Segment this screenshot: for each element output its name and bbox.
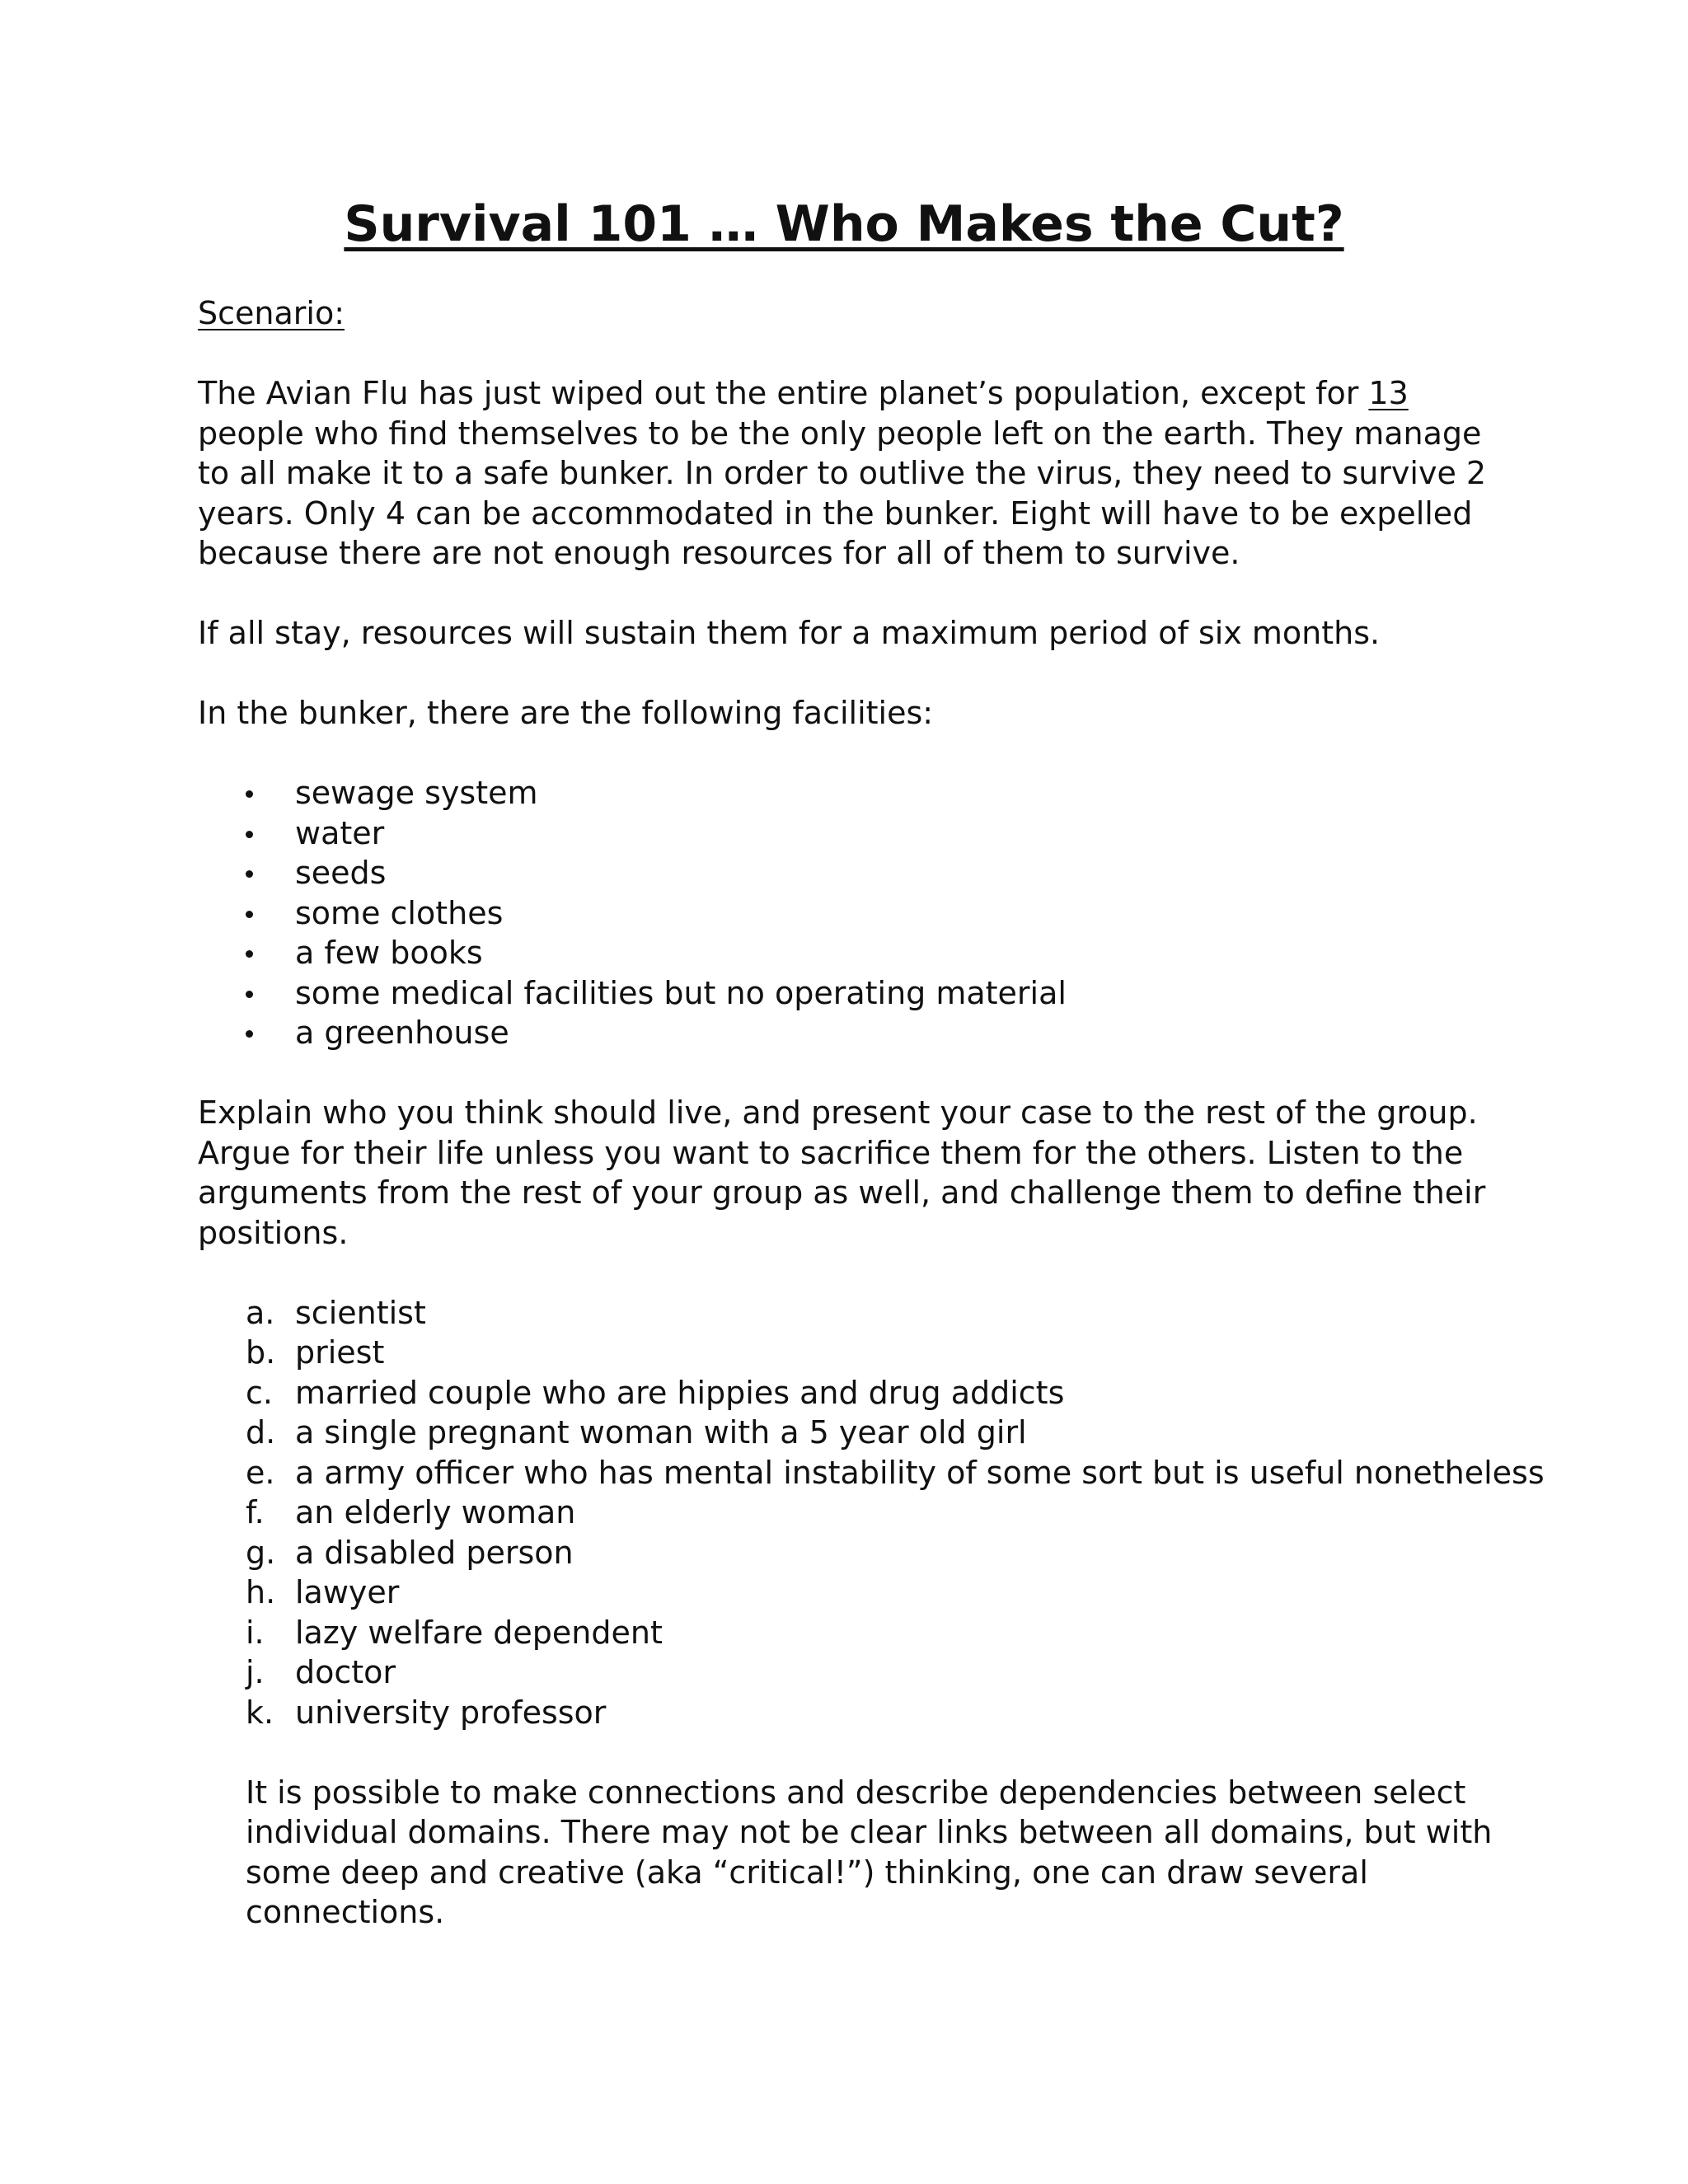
person-text: an elderly woman bbox=[295, 1494, 576, 1530]
list-item bbox=[198, 1493, 1500, 1533]
people-list bbox=[198, 1293, 1545, 1733]
item-letter: d. bbox=[246, 1414, 276, 1451]
facility-text: a few books bbox=[295, 935, 483, 971]
resources-paragraph: If all stay, resources will sustain them for a maximum period of six months. bbox=[198, 615, 1381, 651]
scenario-label-text: Scenario: bbox=[198, 295, 345, 331]
list-item bbox=[198, 1572, 1500, 1613]
list-item bbox=[198, 1453, 1545, 1493]
person-text: priest bbox=[295, 1334, 385, 1371]
spacer bbox=[198, 574, 1500, 614]
intro-paragraph bbox=[198, 373, 1500, 574]
item-letter: h. bbox=[246, 1574, 276, 1610]
facility-text: some medical facilities but no operating material bbox=[295, 974, 1067, 1011]
facility-text: seeds bbox=[295, 855, 387, 891]
facility-text: sewage system bbox=[295, 775, 538, 811]
item-letter: b. bbox=[246, 1334, 276, 1371]
document-body bbox=[198, 293, 1545, 1933]
facilities-intro: In the bunker, there are the following facilities: bbox=[198, 695, 934, 731]
person-text: married couple who are hippies and drug addicts bbox=[295, 1374, 1065, 1411]
facility-text: some clothes bbox=[295, 894, 504, 931]
list-item bbox=[198, 1293, 1500, 1333]
page-title: Survival 101 … Who Makes the Cut? bbox=[344, 195, 1344, 253]
list-item bbox=[198, 1613, 1500, 1653]
person-text: a army officer who has mental instability of some sort but is useful nonetheless bbox=[295, 1454, 1545, 1491]
item-letter: k. bbox=[246, 1694, 274, 1731]
person-text: a single pregnant woman with a 5 year old girl bbox=[295, 1414, 1027, 1451]
item-letter: i. bbox=[246, 1614, 265, 1651]
survivor-count: 13 bbox=[1368, 375, 1409, 411]
list-item bbox=[198, 893, 1500, 934]
item-letter: a. bbox=[246, 1294, 275, 1331]
spacer bbox=[198, 654, 1500, 694]
bullet-icon bbox=[246, 1030, 253, 1038]
spacer bbox=[198, 1053, 1500, 1094]
closing-paragraph: It is possible to make connections and describe dependencies between select individual domains. There may not be clear links between all domains, but with some deep and creative (aka “critical!”) thinking, one can draw several connections. bbox=[246, 1774, 1493, 1930]
list-item bbox=[198, 853, 1500, 893]
list-item bbox=[198, 813, 1500, 854]
person-text: doctor bbox=[295, 1654, 396, 1690]
list-item bbox=[198, 1693, 1500, 1733]
person-text: scientist bbox=[295, 1294, 426, 1331]
item-letter: j. bbox=[246, 1654, 265, 1690]
person-text: university professor bbox=[295, 1694, 607, 1731]
list-item bbox=[198, 1533, 1500, 1573]
facility-text: water bbox=[295, 814, 385, 851]
intro-text-part1: The Avian Flu has just wiped out the entire planet’s population, except for bbox=[198, 375, 1369, 411]
list-item bbox=[198, 1013, 1500, 1053]
list-item bbox=[198, 1652, 1500, 1693]
item-letter: c. bbox=[246, 1374, 273, 1411]
list-item bbox=[198, 973, 1500, 1014]
intro-text-part2: people who find themselves to be the only people left on the earth. They manage to all make it to a safe bunker. In order to outlive the virus, they need to survive 2 years. Only 4 can be accommodated in the bunker. Eight will have to be expelled because there are not enough resources for all of them to survive. bbox=[198, 415, 1487, 571]
bullet-icon bbox=[246, 950, 253, 958]
item-letter: g. bbox=[246, 1534, 276, 1571]
spacer bbox=[198, 1732, 1500, 1773]
list-item bbox=[198, 1373, 1500, 1413]
scenario-label bbox=[198, 293, 1500, 334]
bullet-icon bbox=[246, 870, 253, 878]
facility-text: a greenhouse bbox=[295, 1015, 509, 1051]
list-item bbox=[198, 773, 1500, 813]
person-text: lazy welfare dependent bbox=[295, 1614, 663, 1651]
bullet-icon bbox=[246, 911, 253, 918]
spacer bbox=[198, 1253, 1500, 1293]
list-item bbox=[198, 1413, 1500, 1453]
item-letter: e. bbox=[246, 1454, 275, 1491]
list-item bbox=[198, 1333, 1500, 1373]
spacer bbox=[198, 334, 1500, 374]
person-text: lawyer bbox=[295, 1574, 400, 1610]
person-text: a disabled person bbox=[295, 1534, 574, 1571]
bullet-icon bbox=[246, 831, 253, 838]
bullet-icon bbox=[246, 991, 253, 998]
spacer bbox=[198, 733, 1500, 774]
facilities-list bbox=[198, 773, 1500, 1053]
list-item bbox=[198, 933, 1500, 973]
instructions-paragraph: Explain who you think should live, and present your case to the rest of the group. Argue for their life unless you want to sacrifice them for the others. Listen to the arguments from the rest of your group as well, and challenge them to define their positions. bbox=[198, 1094, 1486, 1251]
item-letter: f. bbox=[246, 1494, 265, 1530]
bullet-icon bbox=[246, 790, 253, 798]
